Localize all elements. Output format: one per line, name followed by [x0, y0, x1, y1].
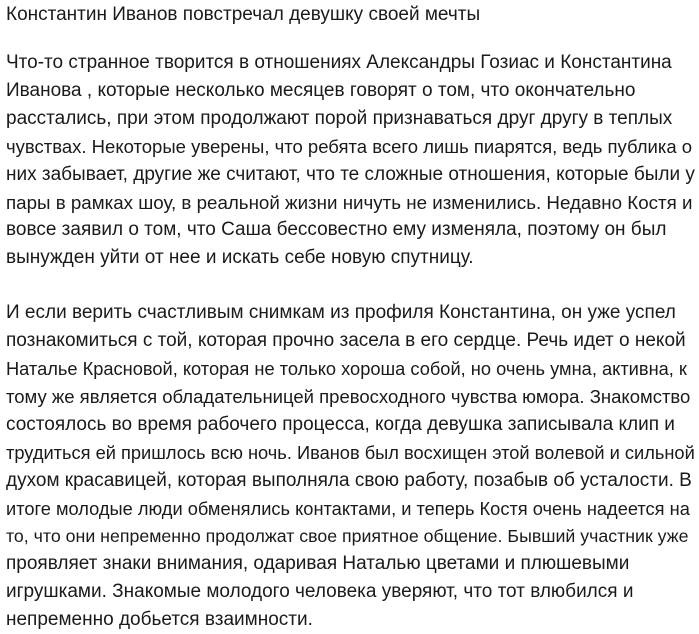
article-paragraph-2	[6, 299, 696, 634]
paragraph-line: игрушками. Знакомые молодого человека уверяют, что тот влюбился и	[6, 581, 634, 603]
paragraph-line: познакомиться с той, которая прочно засела в его сердце. Речь идет о некой	[6, 330, 686, 352]
paragraph-line: итоге молодые люди обменялись контактами, и теперь Костя очень надеется на	[6, 497, 690, 519]
paragraph-line: И если верить счастливым снимкам из профиля Константина, он уже успел	[6, 302, 676, 324]
paragraph-line: состоялось во время рабочего процесса, когда девушка записывала клип и	[6, 413, 675, 435]
paragraph-line: тому же является обладательницей превосходного чувства юмора. Знакомство	[6, 385, 691, 407]
paragraph-line: трудиться ей пришлось всю ночь. Иванов был восхищен этой волевой и сильной	[6, 441, 695, 463]
paragraph-line: Иванова , которые несколько месяцев говорят о том, что окончательно	[6, 79, 636, 101]
paragraph-line: проявляет знаки внимания, одаривая Наталью цветами и плюшевыми	[6, 553, 630, 575]
paragraph-line: них забывает, другие же считают, что те сложные отношения, которые были у	[6, 163, 695, 185]
paragraph-line: пары в рамках шоу, в реальной жизни ничуть не изменились. Недавно Костя и	[6, 191, 693, 213]
paragraph-line: то, что они непременно продолжат свое приятное общение. Бывший участник уже	[6, 525, 689, 546]
paragraph-line: расстались, при этом продолжают порой признаваться друг другу в теплых	[6, 107, 673, 129]
paragraph-line: вовсе заявил о том, что Саша бессовестно ему изменяла, поэтому он был	[6, 219, 667, 241]
paragraph-line: непременно добьется взаимности.	[6, 609, 313, 631]
paragraph-line: вынужден уйти от нее и искать себе новую спутницу.	[6, 247, 474, 269]
paragraph-line: духом красавицей, которая выполняла свою работу, позабыв об усталости. В	[6, 469, 692, 491]
paragraph-line: Что-то странное творится в отношениях Александры Гозиас и Константина	[6, 52, 672, 73]
paragraph-line: чувствах. Некоторые уверены, что ребята всего лишь пиарятся, ведь публика о	[6, 135, 693, 157]
article	[6, 0, 696, 634]
article-paragraph-1	[6, 49, 696, 272]
article-title: Константин Иванов повстречал девушку своей мечты	[6, 4, 481, 25]
paragraph-line: Наталье Красновой, которая не только хороша собой, но очень умна, активна, к	[6, 358, 687, 380]
